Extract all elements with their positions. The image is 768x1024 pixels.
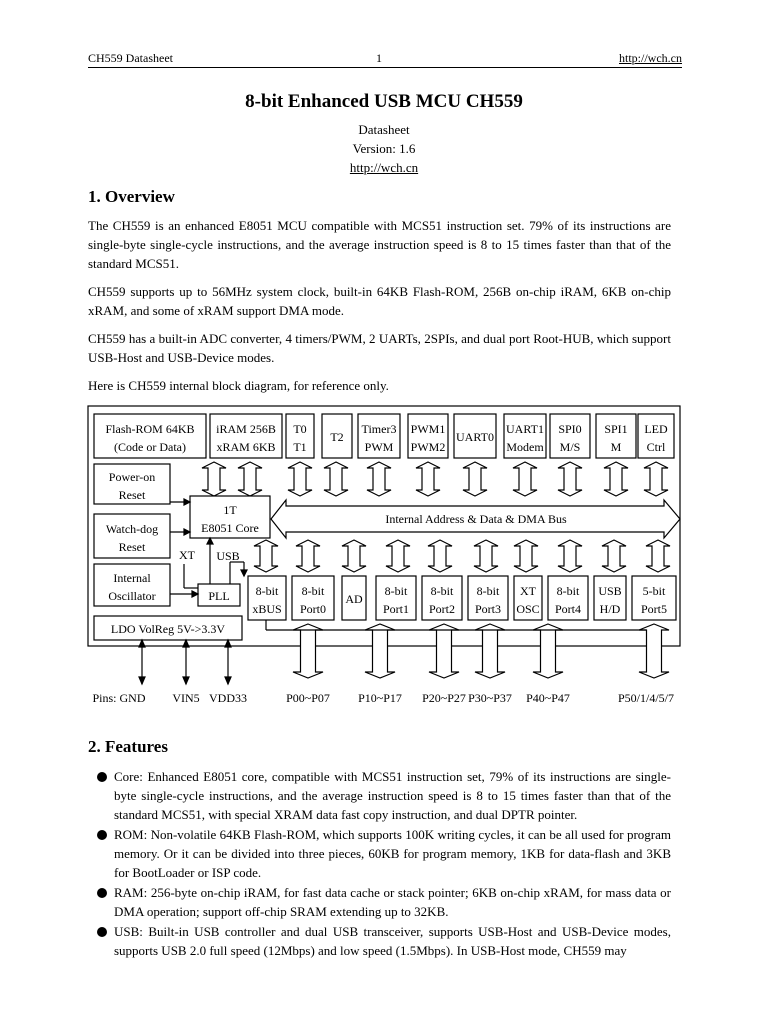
arrowhead-icon [207,538,213,544]
top-block-10-label: LED [644,422,668,436]
bottom-block-6-label: OSC [516,602,540,616]
bottom-block-0-label: xBUS [252,602,282,616]
overview-paragraph-4: Here is CH559 internal block diagram, for reference only. [88,378,389,393]
bottom-bus-arrow-7 [558,540,582,572]
bottom-block-5-label: 8-bit [476,584,500,598]
top-bus-arrow-3 [324,462,348,496]
bottom-bus-arrow-9 [646,540,670,572]
top-block-5-label: PWM2 [410,440,446,454]
xt-label: XT [179,548,195,562]
pin-label-3: P00~P07 [286,691,330,705]
arrowhead-icon [183,677,189,684]
bottom-block-4-label: Port2 [428,602,456,616]
bottom-block-3-label: Port1 [382,602,410,616]
arrowhead-icon [225,677,231,684]
internal-oscillator-block-label: Internal [113,571,151,585]
port-pin-arrow-5 [639,624,669,678]
bullet-icon [97,927,107,937]
bottom-block-1-label: Port0 [299,602,327,616]
feature-core: Core: Enhanced E8051 core, compatible with MCS51 instruction set, 79% of its instructions are single-byte single-cycle instructions, and the average instruction speed is 8 to 15 times faster than that of the standard MCS51, with special XRAM data fast copy instruction, and dual DPTR pointer. [88,767,671,824]
arrowhead-icon [184,529,190,535]
arrowhead-icon [139,677,145,684]
pll-block-label: PLL [208,589,230,603]
top-block-8-label: M/S [559,440,581,454]
port-pin-arrow-0 [293,624,323,678]
top-block-0-label: Flash-ROM 64KB [105,422,195,436]
pin-label-6: P30~P37 [468,691,512,705]
top-block-0-label: (Code or Data) [114,440,186,454]
arrowhead-icon [241,570,247,576]
port-pin-arrow-4 [533,624,563,678]
overview-paragraph-2: CH559 supports up to 56MHz system clock, built-in 64KB Flash-ROM, 256B on-chip iRAM, 6KB on-chip xRAM, and some of xRAM support DMA mode. [88,284,671,318]
bottom-bus-arrow-2 [342,540,366,572]
bottom-bus-arrow-8 [602,540,626,572]
top-block-8-label: SPI0 [558,422,582,436]
bottom-block-3-label: 8-bit [384,584,408,598]
document-title: 8-bit Enhanced USB MCU CH559 [245,91,523,112]
bottom-bus-arrow-0 [254,540,278,572]
overview-paragraph-1: The CH559 is an enhanced E8051 MCU compatible with MCS51 instruction set. 79% of its instructions are single-byte single-cycle instructions, and the average instruction speed is 8 to 15 times faster than that of the standard MCS51. [88,218,671,271]
block-diagram [86,404,686,714]
power-on-reset-block-label: Power-on [108,470,156,484]
bullet-icon [97,772,107,782]
bottom-block-2-label: AD [345,592,363,606]
arrowhead-icon [139,640,145,647]
bottom-bus-arrow-5 [474,540,498,572]
top-block-9-label: SPI1 [604,422,628,436]
subtitle-url-link[interactable]: http://wch.cn [349,160,419,175]
bottom-block-5-label: Port3 [474,602,502,616]
overview-paragraph-3: CH559 has a built-in ADC converter, 4 timers/PWM, 2 UARTs, 2SPIs, and dual port Root-HUB, which support USB-Host and USB-Device modes. [88,331,671,365]
features-list [88,767,671,961]
usb-label: USB [216,549,240,563]
top-block-6-label: UART0 [456,430,494,444]
overview-heading: 1. Overview [88,187,175,206]
subtitle-datasheet: Datasheet [358,122,410,137]
ldo-regulator-block-label: LDO VolReg 5V->3.3V [110,622,226,636]
top-bus-arrow-5 [416,462,440,496]
header-url-link[interactable]: http://wch.cn [619,51,682,65]
top-bus-arrow-6 [463,462,487,496]
bottom-bus-arrow-3 [386,540,410,572]
bottom-bus-arrow-1 [296,540,320,572]
feature-ram: RAM: 256-byte on-chip iRAM, for fast data cache or stack pointer; 6KB on-chip xRAM, for mass data or DMA operation; support off-chip SRAM extending up to 32KB. [88,883,671,921]
top-bus-arrow-8 [558,462,582,496]
bottom-block-4-label: 8-bit [430,584,454,598]
top-block-2-label: T0 [293,422,307,436]
bottom-block-0-label: 8-bit [255,584,279,598]
pin-label-5: P20~P27 [422,691,466,705]
top-bus-arrow-7 [513,462,537,496]
top-block-4-label: Timer3 [361,422,397,436]
bottom-block-9-label: 5-bit [642,584,666,598]
top-bus-arrow-1 [238,462,262,496]
pin-label-1: VIN5 [172,691,200,705]
watch-dog-reset-block-label: Watch-dog [105,522,159,536]
bottom-block-7-label: 8-bit [556,584,580,598]
port-pin-arrow-2 [429,624,459,678]
pin-label-7: P40~P47 [526,691,570,705]
pin-label-4: P10~P17 [358,691,402,705]
bottom-block-8-label: H/D [599,602,621,616]
top-block-9-label: M [610,440,622,454]
top-bus-arrow-0 [202,462,226,496]
top-block-1-label: iRAM 256B [216,422,276,436]
feature-usb: USB: Built-in USB controller and dual USB transceiver, supports USB-Host and USB-Device modes, supports USB 2.0 full speed (12Mbps) and low speed (1.5Mbps). In USB-Host mode, CH559 may [88,922,671,960]
e8051-core-block-label: 1T [223,503,237,517]
top-block-1-label: xRAM 6KB [216,440,276,454]
bullet-icon [97,888,107,898]
internal-oscillator-block-label: Oscillator [108,589,156,603]
arrowhead-icon [184,499,190,505]
top-block-10-label: Ctrl [646,440,666,454]
bottom-block-9-label: Port5 [640,602,668,616]
internal-bus-label: Internal Address & Data & DMA Bus [385,512,567,526]
top-bus-arrow-9 [604,462,628,496]
arrowhead-icon [225,640,231,647]
features-heading: 2. Features [88,737,168,756]
header-doc-name: CH559 Datasheet [88,51,173,65]
feature-rom: ROM: Non-volatile 64KB Flash-ROM, which supports 100K writing cycles, it can be all used for program memory. Or it can be divided into three pieces, 60KB for program memory, 1KB for data-flash and 3KB for BootLoader or ISP code. [88,825,671,882]
arrowhead-icon [192,591,198,597]
pin-label-8: P50/1/4/5/7 [617,691,675,705]
top-bus-arrow-10 [644,462,668,496]
bottom-bus-arrow-6 [514,540,538,572]
top-block-3-label: T2 [330,430,344,444]
top-block-5-label: PWM1 [410,422,446,436]
power-on-reset-block-label: Reset [118,488,146,502]
top-bus-arrow-4 [367,462,391,496]
bottom-bus-arrow-4 [428,540,452,572]
bottom-block-6-label: XT [520,584,536,598]
header-divider [88,67,682,68]
pin-label-0: Pins: GND [92,691,146,705]
top-bus-arrow-2 [288,462,312,496]
bottom-block-7-label: Port4 [554,602,582,616]
header-page-number: 1 [376,51,382,65]
bottom-block-1-label: 8-bit [301,584,325,598]
top-block-7-label: Modem [506,440,544,454]
subtitle-version: Version: 1.6 [352,141,416,156]
port-pin-arrow-3 [475,624,505,678]
bullet-icon [97,830,107,840]
bottom-block-8-label: USB [598,584,622,598]
top-block-4-label: PWM [364,440,394,454]
top-block-7-label: UART1 [506,422,544,436]
watch-dog-reset-block-label: Reset [118,540,146,554]
port-pin-arrow-1 [365,624,395,678]
top-block-2-label: T1 [293,440,307,454]
pin-label-2: VDD33 [209,691,247,705]
arrowhead-icon [183,640,189,647]
e8051-core-block-label: E8051 Core [201,521,259,535]
